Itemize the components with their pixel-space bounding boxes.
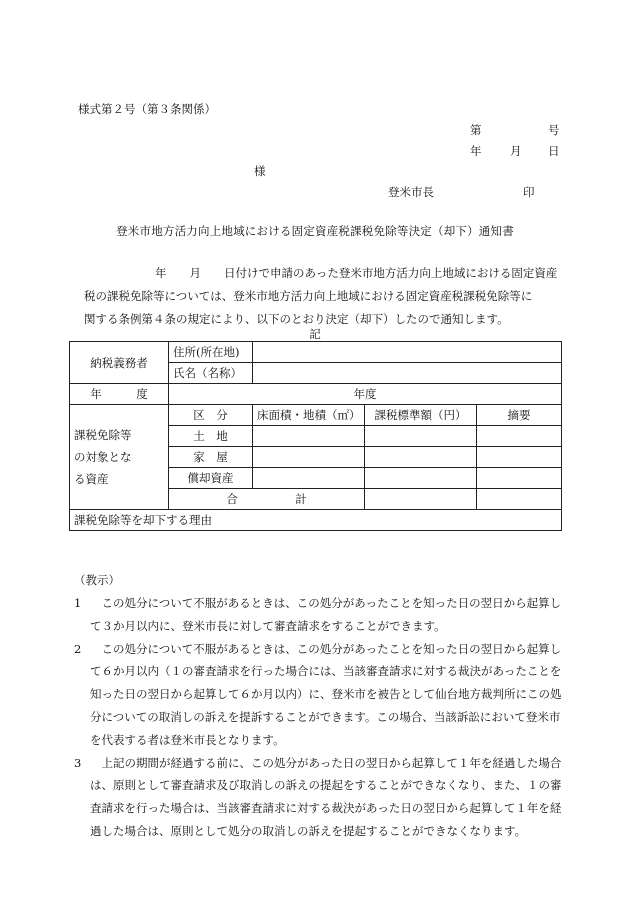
col-floor-area: 床面積・地積（㎡） <box>253 405 365 426</box>
land-remarks <box>477 426 562 447</box>
depreciable-remarks <box>477 468 562 489</box>
instructions-list <box>74 592 564 843</box>
address-value <box>253 342 562 363</box>
instruction-item <box>74 592 564 638</box>
instructions-heading: （教示） <box>74 573 120 587</box>
date-day: 日 <box>548 144 560 158</box>
depreciable-tax-base <box>365 468 477 489</box>
col-remarks: 摘要 <box>477 405 562 426</box>
row-depreciable-assets: 償却資産 <box>169 468 253 489</box>
target-label-line-3: る資産 <box>74 472 109 486</box>
tax-exemption-table <box>69 341 562 531</box>
row-house: 家 屋 <box>169 447 253 468</box>
target-assets-label <box>70 405 169 510</box>
issue-date <box>470 143 560 159</box>
instruction-item <box>74 638 564 752</box>
form-label: 様式第２号（第３条関係） <box>78 102 216 116</box>
seal-mark: 印 <box>523 185 535 199</box>
instruction-number: 1 <box>74 596 82 610</box>
instruction-text: 上記の期間が経過する前に、この処分があった日の翌日から起算して１年を経過した場合は、原則として審査請求及び取消しの訴えの提起をすることができなくなり、また、１の審査請求を行った場合は、当該審査請求に対する裁決があった日の翌日から起算して１年を経過した場合は、原則として処分の取消しの訴えを提起することができなくなります。 <box>90 755 562 838</box>
notice-body <box>84 262 564 331</box>
name-label: 氏名（名称） <box>169 363 253 384</box>
date-month: 月 <box>510 144 522 158</box>
ki-mark: 記 <box>309 327 321 341</box>
total-remarks <box>477 489 562 510</box>
instruction-number: 2 <box>74 641 82 656</box>
number-prefix: 第 <box>470 123 482 137</box>
instruction-text: この処分について不服があるときは、この処分があったことを知った日の翌日から起算して３か月以内に、登米市長に対して審査請求をすることができます。 <box>90 596 562 633</box>
total-tax-base <box>365 489 477 510</box>
addressee-suffix: 様 <box>254 164 266 178</box>
house-remarks <box>477 447 562 468</box>
document-number <box>470 122 560 138</box>
body-line-1: 年 月 日付けで申請のあった登米市地方活力向上地域における固定資産 <box>132 266 558 280</box>
col-tax-base: 課税標準額（円） <box>365 405 477 426</box>
house-tax-base <box>365 447 477 468</box>
body-line-2: 税の課税免除等については、登米市地方活力向上地域における固定資産税課税免除等に <box>84 289 533 303</box>
fiscal-year-value: 年度 <box>169 384 562 405</box>
taxpayer-label: 納税義務者 <box>70 342 169 384</box>
land-tax-base <box>365 426 477 447</box>
depreciable-area <box>253 468 365 489</box>
target-label-line-1: 課税免除等 <box>74 428 132 442</box>
address-label: 住所(所在地) <box>169 342 253 363</box>
col-kubun: 区 分 <box>169 405 253 426</box>
instruction-number: 3 <box>74 755 82 770</box>
date-year: 年 <box>470 144 482 158</box>
instruction-item <box>74 752 564 843</box>
document-title: 登米市地方活力向上地域における固定資産税課税免除等決定（却下）通知書 <box>116 224 514 238</box>
total-label: 合 計 <box>169 489 365 510</box>
reject-reason-box: 課税免除等を却下する理由 <box>70 510 562 531</box>
house-area <box>253 447 365 468</box>
body-line-3: 関する条例第４条の規定により、以下のとおり決定（却下）したので通知します。 <box>84 312 509 326</box>
fiscal-year-label: 年 度 <box>70 384 169 405</box>
name-value <box>253 363 562 384</box>
issuer-mayor: 登米市長 <box>388 185 434 199</box>
target-label-line-2: の対象とな <box>74 450 132 464</box>
row-land: 土 地 <box>169 426 253 447</box>
instruction-text: この処分について不服があるときは、この処分があったことを知った日の翌日から起算して６か月以内（１の審査請求を行った場合には、当該審査請求に対する裁決があったことを知った日の翌日から起算して６か月以内）に、登米市を被告として仙台地方裁判所にこの処分についての取消しの訴えを提訴することができます。この場合、当該訴訟において登米市を代表する者は登米市長となります。 <box>90 641 562 747</box>
number-suffix: 号 <box>548 123 560 137</box>
land-area <box>253 426 365 447</box>
